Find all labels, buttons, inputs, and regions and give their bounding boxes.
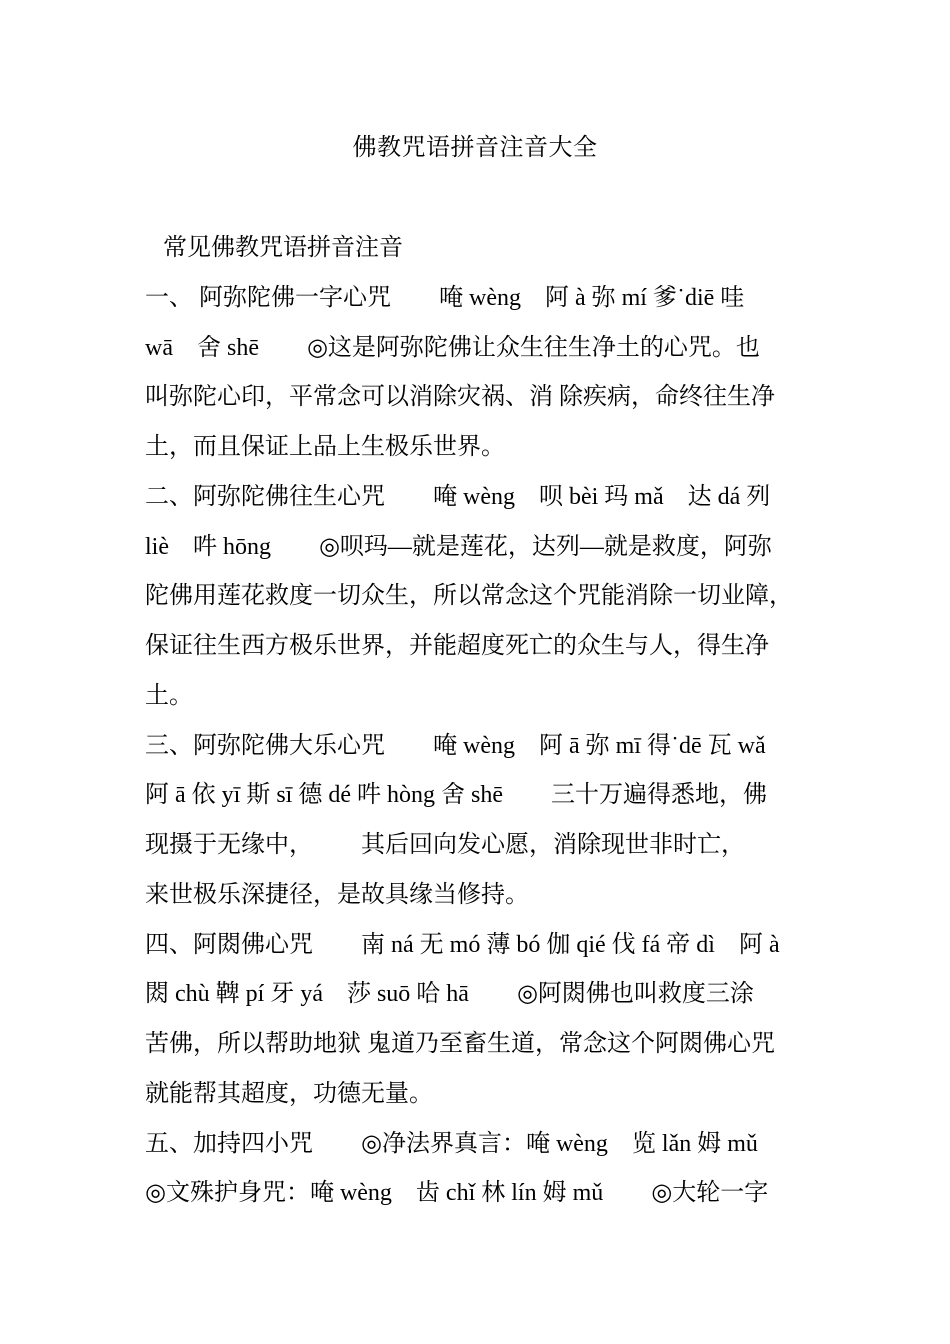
text-line: wā 舍 shē ◎这是阿弥陀佛让众生往生净土的心咒。也 bbox=[145, 335, 760, 361]
text-line: 四、阿閦佛心咒 南 ná 无 mó 薄 bó 伽 qié 伐 fá 帝 dì 阿 à bbox=[145, 932, 780, 958]
text-line: 阿 ā 依 yī 斯 sī 德 dé 吽 hòng 舍 shē 三十万遍得悉地，佛 bbox=[145, 782, 767, 808]
text-line: 常见佛教咒语拼音注音 bbox=[145, 235, 403, 261]
text-line: 土，而且保证上品上生极乐世界。 bbox=[145, 434, 505, 460]
text-line: 一、 阿弥陀佛一字心咒 唵 wèng 阿 à 弥 mí 爹˙diē 哇 bbox=[145, 285, 745, 311]
text-line: ◎文殊护身咒：唵 wèng 齿 chǐ 林 lín 姆 mǔ ◎大轮一字 bbox=[145, 1180, 769, 1206]
text-line: 就能帮其超度，功德无量。 bbox=[145, 1081, 433, 1107]
text-line: 二、阿弥陀佛往生心咒 唵 wèng 呗 bèi 玛 mǎ 达 dá 列 bbox=[145, 484, 771, 510]
text-line: 五、加持四小咒 ◎净法界真言：唵 wèng 览 lǎn 姆 mǔ bbox=[145, 1131, 758, 1157]
text-line: 陀佛用莲花救度一切众生，所以常念这个咒能消除一切业障， bbox=[145, 583, 793, 609]
text-line: 保证往生西方极乐世界，并能超度死亡的众生与人，得生净 bbox=[145, 633, 769, 659]
text-line: liè 吽 hōng ◎呗玛—就是莲花，达列—就是救度，阿弥 bbox=[145, 534, 772, 560]
text-line: 叫弥陀心印，平常念可以消除灾祸、消 除疾病，命终往生净 bbox=[145, 384, 775, 410]
text-line: 土。 bbox=[145, 683, 193, 709]
text-line: 现摄于无缘中， 其后回向发心愿，消除现世非时亡， bbox=[145, 832, 745, 858]
text-line: 閦 chù 鞞 pí 牙 yá 莎 suō 哈 hā ◎阿閦佛也叫救度三涂 bbox=[145, 981, 754, 1007]
text-line: 苦佛，所以帮助地狱 鬼道乃至畜生道，常念这个阿閦佛心咒 bbox=[145, 1031, 775, 1057]
document-title: 佛教咒语拼音注音大全 bbox=[352, 135, 598, 161]
text-line: 来世极乐深捷径，是故具缘当修持。 bbox=[145, 882, 529, 908]
text-line: 三、阿弥陀佛大乐心咒 唵 wèng 阿 ā 弥 mī 得˙dē 瓦 wǎ bbox=[145, 733, 766, 759]
